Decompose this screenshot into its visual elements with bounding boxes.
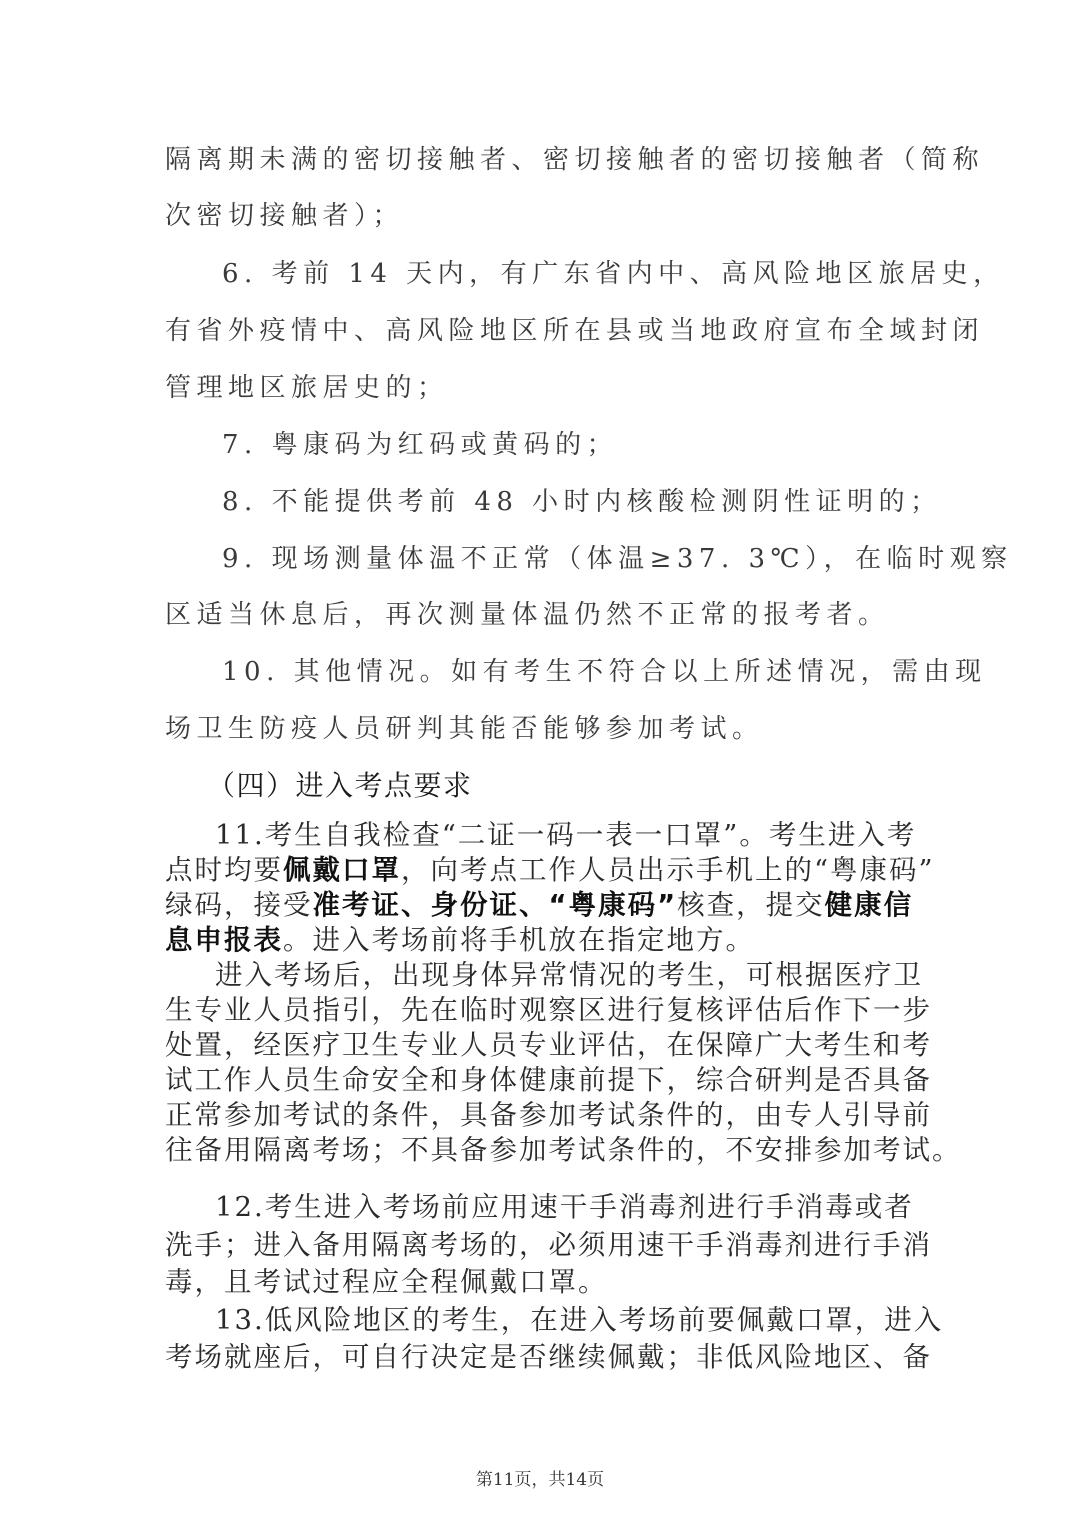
text-line: 往备用隔离考场；不具备参加考试条件的，不安排参加考试。	[165, 1134, 962, 1166]
item-12-line: 12.考生进入考场前应用速干手消毒剂进行手消毒或者	[215, 1191, 914, 1223]
text-line	[165, 923, 925, 957]
text-line: 试工作人员生命安全和身体健康前提下，综合研判是否具备	[165, 1064, 932, 1096]
item-6-line: 6. 考前 14 天内，有广东省内中、高风险地区旅居史，	[222, 259, 1005, 289]
paragraph-line: 进入考场后，出现身体异常情况的考生，可根据医疗卫	[215, 959, 923, 991]
text-line	[165, 853, 935, 887]
item-9-line: 9. 现场测量体温不正常（体温≥37. 3℃），在临时观察	[222, 544, 1013, 574]
page-number-footer: 第11页，共14页	[475, 1470, 605, 1490]
text-line: 有省外疫情中、高风险地区所在县或当地政府宣布全域封闭	[165, 316, 985, 346]
text-line: 管理地区旅居史的；	[165, 373, 449, 403]
text-line: 处置，经医疗卫生专业人员专业评估，在保障广大考生和考	[165, 1029, 932, 1061]
bold-text: 准考证、身份证、“粤康码”	[312, 889, 678, 921]
text-span: ，向考点工作人员出示手机上的“粤康码”	[401, 854, 935, 886]
text-span: 核查，提交	[677, 889, 825, 921]
item-8-line: 8. 不能提供考前 48 小时内核酸检测阴性证明的；	[222, 487, 942, 517]
text-line: 区适当休息后，再次测量体温仍然不正常的报考者。	[165, 600, 890, 630]
text-span: 点时均要	[165, 854, 283, 886]
bold-text: 健康信	[824, 889, 914, 921]
text-line	[165, 888, 925, 922]
text-line: 次密切接触者）；	[165, 201, 405, 231]
text-line: 隔离期未满的密切接触者、密切接触者的密切接触者（简称	[165, 145, 985, 175]
text-line: 洗手；进入备用隔离考场的，必须用速干手消毒剂进行手消	[165, 1229, 932, 1261]
text-span: 绿码，接受	[165, 889, 313, 921]
text-line: 场卫生防疫人员研判其能否能够参加考试。	[165, 714, 764, 744]
text-line: 正常参加考试的条件，具备参加考试条件的，由专人引导前	[165, 1099, 932, 1131]
item-7-line: 7. 粤康码为红码或黄码的；	[222, 430, 619, 460]
bold-text: 息申报表	[165, 924, 283, 956]
text-line: 毒，且考试过程应全程佩戴口罩。	[165, 1266, 608, 1298]
section-heading: （四）进入考点要求	[207, 769, 473, 802]
text-line: 生专业人员指引，先在临时观察区进行复核评估后作下一步	[165, 994, 932, 1026]
item-11-line: 11.考生自我检查“二证一码一表一口罩”。考生进入考	[215, 819, 917, 851]
bold-text: 佩戴口罩	[283, 854, 401, 886]
item-13-line: 13.低风险地区的考生，在进入考场前要佩戴口罩，进入	[215, 1304, 944, 1336]
text-span: 。进入考场前将手机放在指定地方。	[283, 924, 755, 956]
text-line: 考场就座后，可自行决定是否继续佩戴；非低风险地区、备	[165, 1341, 932, 1373]
item-10-line: 10. 其他情况。如有考生不符合以上所述情况，需由现	[222, 657, 987, 687]
